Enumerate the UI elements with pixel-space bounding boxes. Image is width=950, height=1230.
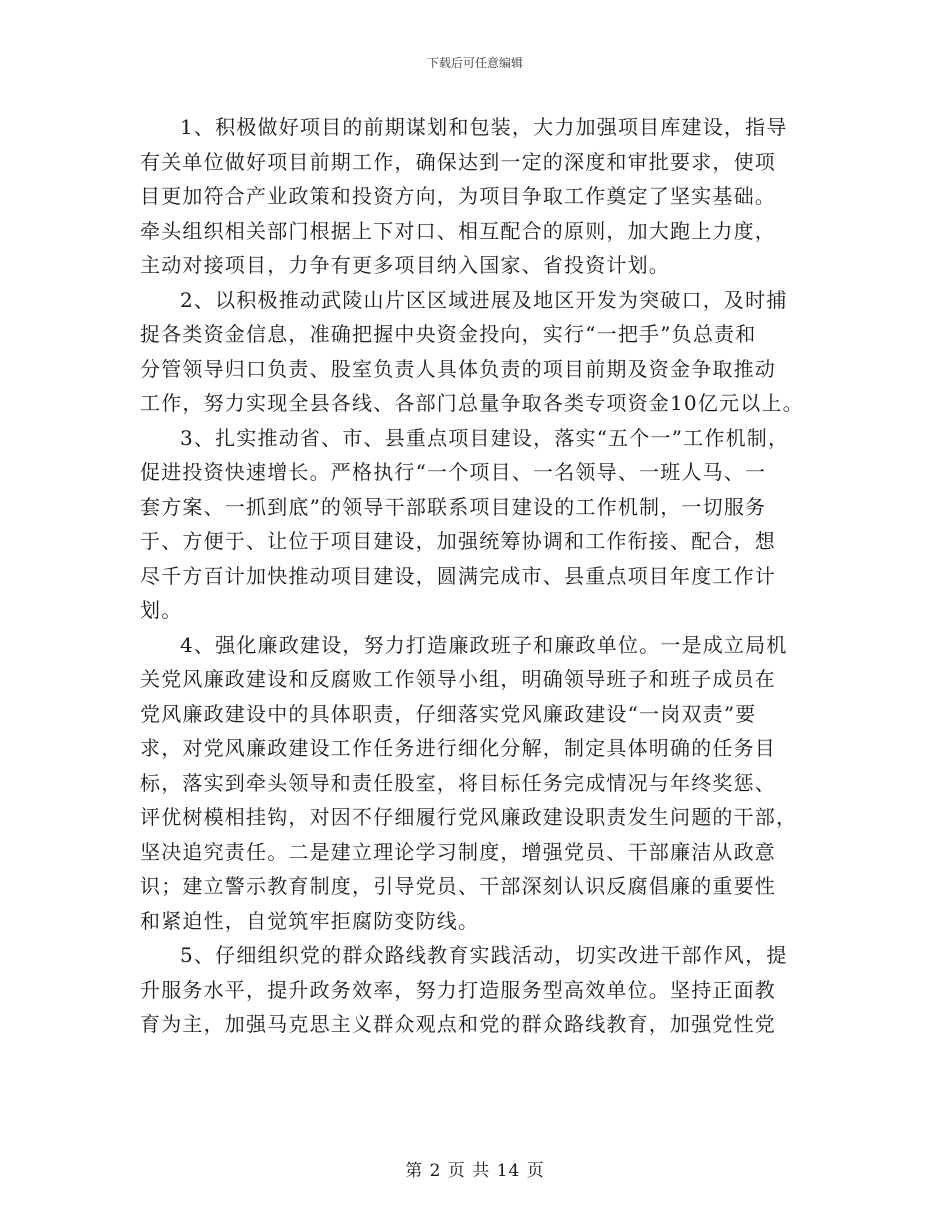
text-line: 目更加符合产业政策和投资方向，为项目争取工作奠定了坚实基础。 [140,184,776,208]
text-line: 评优树模相挂钩，对因不仔细履行党风廉政建设职责发生问题的干部， [140,805,798,829]
text-line: 坚决追究责任。二是建立理论学习制度，增强党员、干部廉洁从政意 [140,839,776,864]
text-line: 升服务水平，提升政务效率，努力打造服务型高效单位。坚持正面教 [140,977,776,1002]
text-line: 尽千方百计加快推动项目建设，圆满完成市、县重点项目年度工作计 [140,563,776,588]
text-line: 促进投资快速增长。严格执行“一个项目、一名领导、一班人马、一 [140,460,767,484]
text-line: 划。 [140,598,183,622]
text-line: 分管领导归口负责、股室负责人具体负责的项目前期及资金争取推动 [140,356,776,381]
paragraph-1 [140,110,820,283]
text-line: 党风廉政建设中的具体职责，仔细落实党风廉政建设“一岗双责”要 [140,701,757,726]
paragraph-4 [140,628,820,939]
paragraph-3 [140,421,820,628]
text-line: 工作，努力实现全县各线、各部门总量争取各类专项资金10亿元以上。 [140,391,804,415]
text-line: 4、强化廉政建设，努力打造廉政班子和廉政单位。一是成立局机 [180,632,788,657]
text-line: 牵头组织相关部门根据上下对口、相互配合的原则，加大跑上力度， [140,218,776,243]
document-body [140,110,820,1042]
text-line: 关党风廉政建设和反腐败工作领导小组，明确领导班子和班子成员在 [140,667,776,691]
text-line: 求，对党风廉政建设工作任务进行细化分解，制定具体明确的任务目 [140,736,776,760]
text-line: 有关单位做好项目前期工作，确保达到一定的深度和审批要求，使项 [140,149,776,174]
page-footer [0,1156,950,1181]
paragraph-2 [140,283,820,421]
text-line: 2、以积极推动武陵山片区区域进展及地区开发为突破口，及时捕 [180,287,788,312]
text-line: 1、积极做好项目的前期谋划和包装，大力加强项目库建设，指导 [180,115,788,139]
text-line: 主动对接项目，力争有更多项目纳入国家、省投资计划。 [140,253,670,277]
header-note: 下载后可任意编辑 [426,56,523,70]
text-line: 套方案、一抓到底”的领导干部联系项目建设的工作机制，一切服务 [140,494,767,519]
text-line: 捉各类资金信息，准确把握中央资金投向，实行“一把手”负总责和 [140,322,757,346]
text-line: 标，落实到牵头领导和责任股室，将目标任务完成情况与年终奖惩、 [140,770,776,795]
text-line: 于、方便于、让位于项目建设，加强统筹协调和工作衔接、配合，想 [140,529,776,553]
text-line: 识；建立警示教育制度，引导党员、干部深刻认识反腐倡廉的重要性 [140,874,776,898]
page-number: 第 2 页 共 14 页 [405,1161,545,1181]
paragraph-5 [140,938,820,1042]
text-line: 育为主，加强马克思主义群众观点和党的群众路线教育，加强党性党 [140,1012,776,1036]
text-line: 和紧迫性，自觉筑牢拒腐防变防线。 [140,908,480,933]
text-line: 3、扎实推动省、市、县重点项目建设，落实“五个一”工作机制， [180,425,790,450]
text-line: 5、仔细组织党的群众路线教育实践活动，切实改进干部作风，提 [180,943,788,967]
